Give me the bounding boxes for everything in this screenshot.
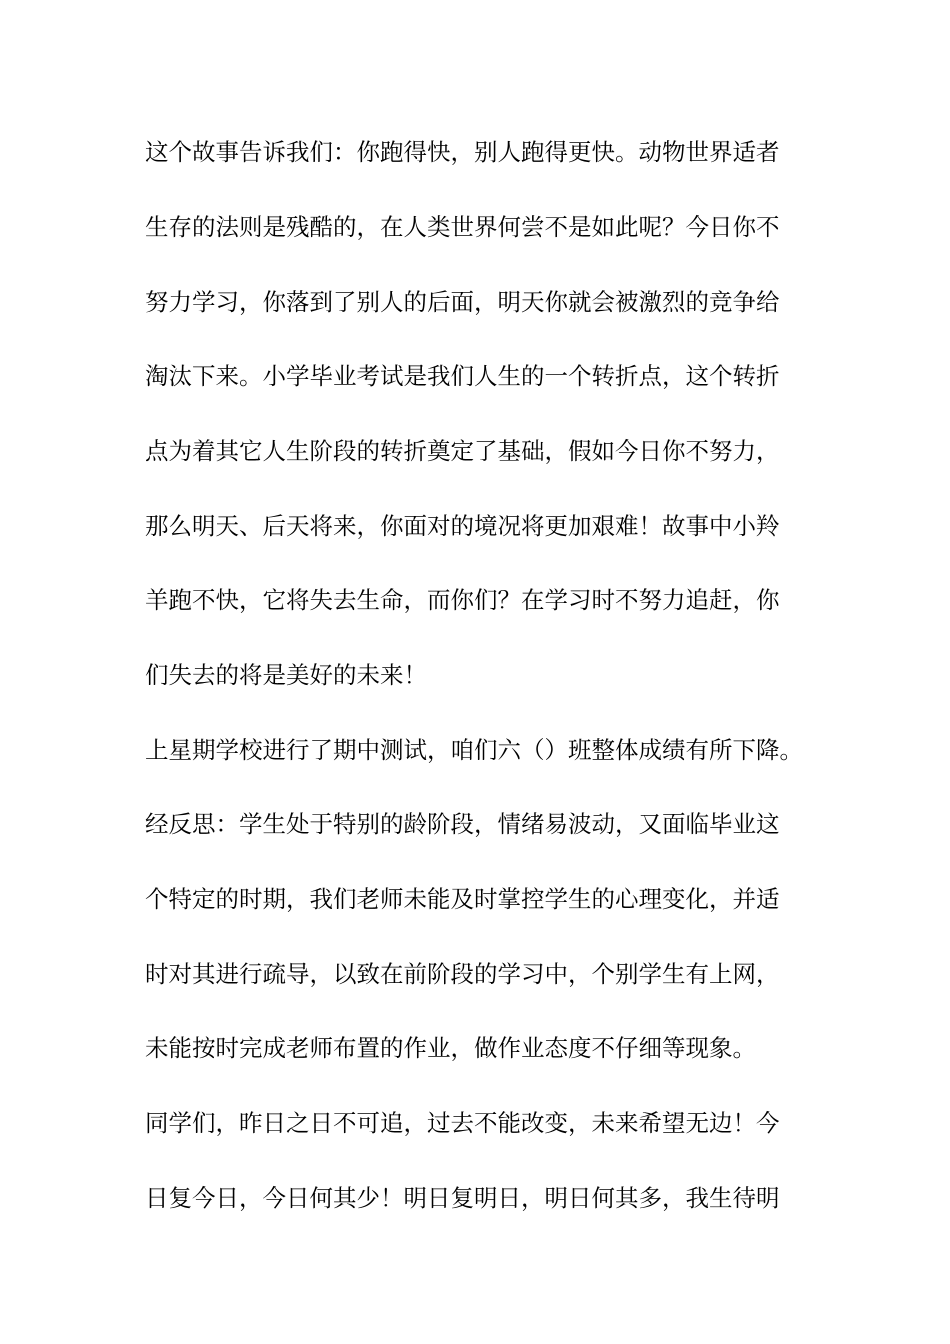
text-line: 努力学习，你落到了别人的后面，明天你就会被激烈的竞争给 (145, 288, 780, 316)
text-line: 日复今日，今日何其少！明日复明日，明日何其多，我生待明 (145, 1184, 780, 1212)
text-line: 生存的法则是残酷的，在人类世界何尝不是如此呢？今日你不 (145, 213, 780, 241)
text-line: 时对其进行疏导，以致在前阶段的学习中，个别学生有上网， (145, 960, 780, 988)
text-line: 这个故事告诉我们：你跑得快，别人跑得更快。动物世界适者 (145, 138, 780, 166)
text-line: 经反思：学生处于特别的龄阶段，情绪易波动，又面临毕业这 (145, 810, 780, 838)
text-line: 们失去的将是美好的未来！ (145, 661, 427, 689)
text-line: 同学们，昨日之日不可追，过去不能改变，未来希望无边！今 (145, 1109, 780, 1137)
text-line: 个特定的时期，我们老师未能及时掌控学生的心理变化，并适 (145, 885, 780, 913)
text-line: 淘汰下来。小学毕业考试是我们人生的一个转折点，这个转折 (145, 362, 780, 390)
text-line: 未能按时完成老师布置的作业，做作业态度不仔细等现象。 (145, 1034, 756, 1062)
text-line: 点为着其它人生阶段的转折奠定了基础，假如今日你不努力， (145, 437, 780, 465)
text-line: 羊跑不快，它将失去生命，而你们？在学习时不努力追赶，你 (145, 586, 780, 614)
text-line: 上星期学校进行了期中测试，咱们六（）班整体成绩有所下降。 (145, 736, 803, 764)
text-line: 那么明天、后天将来，你面对的境况将更加艰难！故事中小羚 (145, 512, 780, 540)
